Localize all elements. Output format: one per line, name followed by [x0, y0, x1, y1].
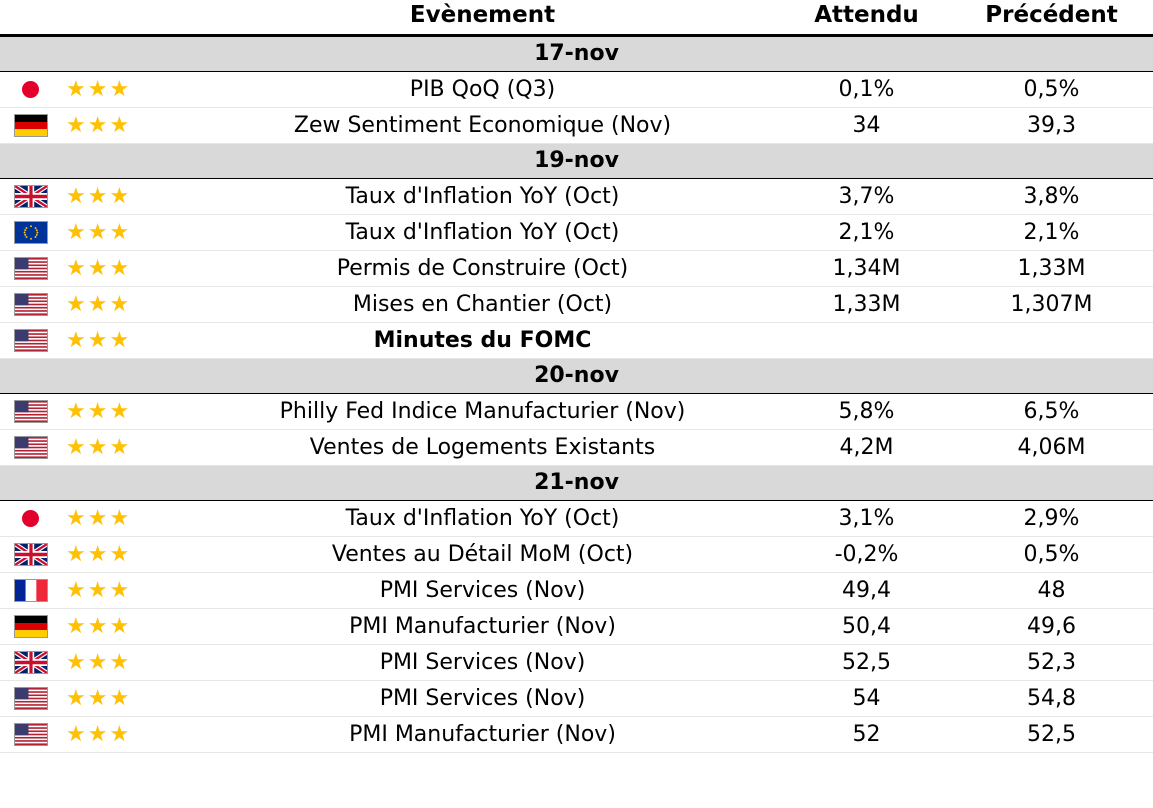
importance-cell: [62, 717, 182, 753]
flag-us-icon: [0, 723, 62, 746]
star-rating-icon: ★★★: [66, 292, 132, 317]
date-separator-row: [0, 359, 1153, 394]
event-name: Taux d'Inflation YoY (Oct): [182, 501, 783, 537]
table-row[interactable]: [0, 108, 1153, 144]
country-flag-cell: [0, 645, 62, 681]
event-name: Taux d'Inflation YoY (Oct): [182, 215, 783, 251]
event-name: Mises en Chantier (Oct): [182, 287, 783, 323]
star-rating-icon: ★★★: [66, 77, 132, 102]
previous-value: 52,3: [968, 645, 1153, 681]
previous-value: 48: [968, 573, 1153, 609]
date-label: 19-nov: [0, 144, 1153, 179]
expected-value: 0,1%: [783, 72, 968, 108]
previous-value: 2,1%: [968, 215, 1153, 251]
star-rating-icon: ★★★: [66, 328, 132, 353]
flag-fr-icon: [0, 579, 62, 602]
table-row[interactable]: [0, 72, 1153, 108]
importance-cell: [62, 287, 182, 323]
event-name: Zew Sentiment Economique (Nov): [182, 108, 783, 144]
table-row[interactable]: [0, 394, 1153, 430]
expected-value: 5,8%: [783, 394, 968, 430]
previous-value: 0,5%: [968, 537, 1153, 573]
star-rating-icon: ★★★: [66, 542, 132, 567]
header-expected: Attendu: [783, 0, 968, 36]
previous-value: 39,3: [968, 108, 1153, 144]
header-previous: Précédent: [968, 0, 1153, 36]
table-row[interactable]: [0, 681, 1153, 717]
flag-us-icon: [0, 257, 62, 280]
event-name: PMI Services (Nov): [182, 573, 783, 609]
country-flag-cell: [0, 430, 62, 466]
table-row[interactable]: [0, 251, 1153, 287]
country-flag-cell: [0, 108, 62, 144]
header-event: Evènement: [182, 0, 783, 36]
previous-value: 52,5: [968, 717, 1153, 753]
importance-cell: [62, 215, 182, 251]
previous-value: 2,9%: [968, 501, 1153, 537]
table-row[interactable]: [0, 501, 1153, 537]
date-separator-row: [0, 466, 1153, 501]
table-row[interactable]: [0, 573, 1153, 609]
star-rating-icon: ★★★: [66, 113, 132, 138]
date-separator-row: [0, 144, 1153, 179]
expected-value: [783, 323, 968, 359]
table-row[interactable]: [0, 430, 1153, 466]
flag-jp-icon: [0, 78, 62, 101]
expected-value: -0,2%: [783, 537, 968, 573]
previous-value: [968, 323, 1153, 359]
importance-cell: [62, 537, 182, 573]
date-label: 20-nov: [0, 359, 1153, 394]
expected-value: 1,34M: [783, 251, 968, 287]
date-label: 21-nov: [0, 466, 1153, 501]
previous-value: 0,5%: [968, 72, 1153, 108]
expected-value: 4,2M: [783, 430, 968, 466]
star-rating-icon: ★★★: [66, 256, 132, 281]
date-separator-row: [0, 36, 1153, 72]
flag-gb-icon: [0, 651, 62, 674]
flag-gb-icon: [0, 543, 62, 566]
flag-us-icon: [0, 687, 62, 710]
country-flag-cell: [0, 251, 62, 287]
country-flag-cell: [0, 609, 62, 645]
star-rating-icon: ★★★: [66, 220, 132, 245]
header-flag-column: [0, 0, 62, 36]
country-flag-cell: [0, 287, 62, 323]
flag-us-icon: [0, 400, 62, 423]
previous-value: 1,307M: [968, 287, 1153, 323]
star-rating-icon: ★★★: [66, 650, 132, 675]
country-flag-cell: [0, 215, 62, 251]
country-flag-cell: [0, 501, 62, 537]
table-row[interactable]: [0, 609, 1153, 645]
previous-value: 54,8: [968, 681, 1153, 717]
country-flag-cell: [0, 323, 62, 359]
table-row[interactable]: [0, 645, 1153, 681]
table-header-row: [0, 0, 1153, 36]
table-row[interactable]: [0, 717, 1153, 753]
table-row[interactable]: [0, 287, 1153, 323]
event-name: PIB QoQ (Q3): [182, 72, 783, 108]
previous-value: 4,06M: [968, 430, 1153, 466]
event-name: Minutes du FOMC: [182, 323, 783, 359]
expected-value: 49,4: [783, 573, 968, 609]
previous-value: 1,33M: [968, 251, 1153, 287]
table-row[interactable]: [0, 537, 1153, 573]
expected-value: 3,7%: [783, 179, 968, 215]
flag-us-icon: [0, 329, 62, 352]
previous-value: 3,8%: [968, 179, 1153, 215]
expected-value: 52,5: [783, 645, 968, 681]
flag-us-icon: [0, 293, 62, 316]
expected-value: 1,33M: [783, 287, 968, 323]
event-name: Philly Fed Indice Manufacturier (Nov): [182, 394, 783, 430]
expected-value: 52: [783, 717, 968, 753]
country-flag-cell: [0, 573, 62, 609]
previous-value: 49,6: [968, 609, 1153, 645]
importance-cell: [62, 573, 182, 609]
event-name: PMI Services (Nov): [182, 645, 783, 681]
importance-cell: [62, 501, 182, 537]
country-flag-cell: [0, 72, 62, 108]
importance-cell: [62, 645, 182, 681]
importance-cell: [62, 108, 182, 144]
star-rating-icon: ★★★: [66, 722, 132, 747]
date-label: 17-nov: [0, 36, 1153, 72]
table-row[interactable]: [0, 179, 1153, 215]
star-rating-icon: ★★★: [66, 506, 132, 531]
star-rating-icon: ★★★: [66, 435, 132, 460]
event-name: Taux d'Inflation YoY (Oct): [182, 179, 783, 215]
expected-value: 2,1%: [783, 215, 968, 251]
table-row[interactable]: [0, 323, 1153, 359]
event-name: Ventes de Logements Existants: [182, 430, 783, 466]
country-flag-cell: [0, 394, 62, 430]
flag-us-icon: [0, 436, 62, 459]
expected-value: 34: [783, 108, 968, 144]
star-rating-icon: ★★★: [66, 399, 132, 424]
event-name: Permis de Construire (Oct): [182, 251, 783, 287]
event-name: PMI Manufacturier (Nov): [182, 609, 783, 645]
country-flag-cell: [0, 681, 62, 717]
event-name: Ventes au Détail MoM (Oct): [182, 537, 783, 573]
importance-cell: [62, 323, 182, 359]
importance-cell: [62, 609, 182, 645]
country-flag-cell: [0, 717, 62, 753]
star-rating-icon: ★★★: [66, 184, 132, 209]
table-row[interactable]: [0, 215, 1153, 251]
importance-cell: [62, 72, 182, 108]
flag-de-icon: [0, 114, 62, 137]
importance-cell: [62, 179, 182, 215]
star-rating-icon: ★★★: [66, 578, 132, 603]
previous-value: 6,5%: [968, 394, 1153, 430]
importance-cell: [62, 251, 182, 287]
expected-value: 50,4: [783, 609, 968, 645]
flag-eu-icon: [0, 221, 62, 244]
star-rating-icon: ★★★: [66, 614, 132, 639]
header-importance-column: [62, 0, 182, 36]
importance-cell: [62, 681, 182, 717]
importance-cell: [62, 430, 182, 466]
country-flag-cell: [0, 537, 62, 573]
flag-de-icon: [0, 615, 62, 638]
importance-cell: [62, 394, 182, 430]
flag-gb-icon: [0, 185, 62, 208]
expected-value: 3,1%: [783, 501, 968, 537]
event-name: PMI Services (Nov): [182, 681, 783, 717]
flag-jp-icon: [0, 507, 62, 530]
expected-value: 54: [783, 681, 968, 717]
event-name: PMI Manufacturier (Nov): [182, 717, 783, 753]
country-flag-cell: [0, 179, 62, 215]
star-rating-icon: ★★★: [66, 686, 132, 711]
